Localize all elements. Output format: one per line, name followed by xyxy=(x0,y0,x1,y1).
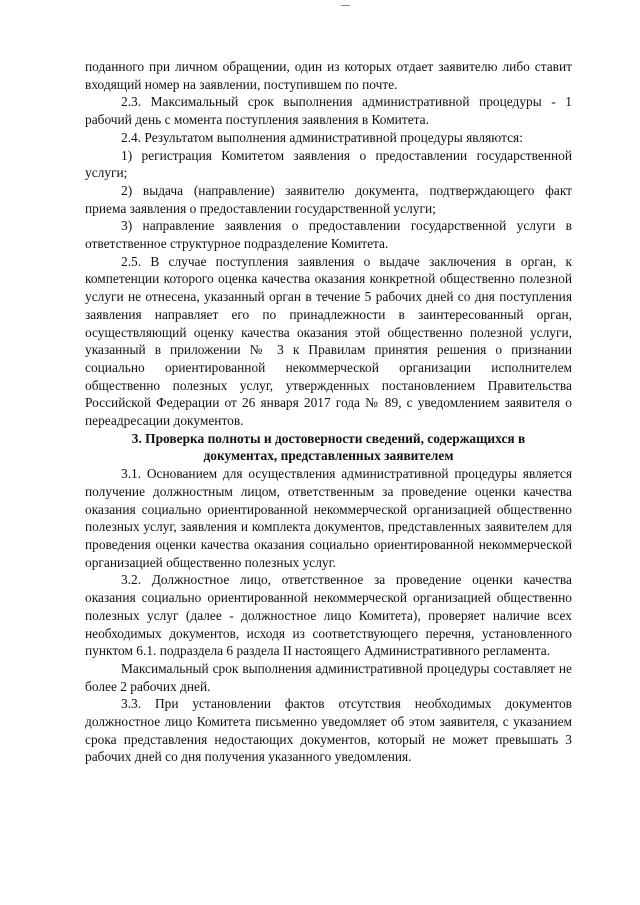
paragraph-2-5: 2.5. В случае поступления заявления о выдаче заключения в орган, к компетенции которого оценка качества оказания конкретной общественно полезной услуги не отнесена, указанный орган в течение 5 рабочих дней со дня поступления заявления направляет его по принадлежности в заинтересованный орган, осуществляющий оценку качества оказания этой общественно полезной услуги, указанный в приложении № 3 к Правилам принятия решения о признании социально ориентированной некоммерческой организации исполнителем общественно полезных услуг, утвержденных постановлением Правительства Российской Федерации от 26 января 2017 года № 89, с уведомлением заявителя о переадресации документов. xyxy=(85,253,572,429)
paragraph-continuation: поданного при личном обращении, один из которых отдает заявителю либо ставит входящий номер на заявлении, поступившем по почте. xyxy=(85,59,572,92)
list-item-3: 3) направление заявления о предоставлении государственной услуги в ответственное структурное подразделение Комитета. xyxy=(85,218,572,252)
paragraph-2-3: 2.3. Максимальный срок выполнения административной процедуры - 1 рабочий день с момента поступления заявления в Комитета. xyxy=(85,94,572,128)
paragraph-3-1: 3.1. Основанием для осуществления административной процедуры является получение должностным лицом, ответственным за проведение оценки качества оказания социально ориентированной некоммерческой организацией общественно полезных услуг, заявления и комплекта документов, представленных заявителем для проведения оценки качества оказания социально ориентированной некоммерческой организацией общественно полезных услуг. xyxy=(85,466,572,570)
paragraph-2-4: 2.4. Результатом выполнения административной процедуры являются: xyxy=(121,129,523,145)
paragraph-max-term: Максимальный срок выполнения административной процедуры составляет не более 2 рабочих дней. xyxy=(85,660,572,694)
paragraph-3-3: 3.3. При установлении фактов отсутствия необходимых документов должностное лицо Комитета письменно уведомляет об этом заявителя, с указанием срока представления недостающих документов, который не может превышать 3 рабочих дней со дня получения указанного уведомления. xyxy=(85,696,572,765)
document-body xyxy=(85,58,572,766)
paragraph-3-2: 3.2. Должностное лицо, ответственное за проведение оценки качества оказания социально ориентированной некоммерческой организацией общественно полезных услуг (далее - должностное лицо Комитета), проверяет наличие всех необходимых документов, исходя из соответствующего перечня, установленного пунктом 6.1. подраздела 6 раздела II настоящего Административного регламента. xyxy=(85,572,572,659)
page-top-mark xyxy=(341,5,350,6)
section-3-heading-line-2: документах, представленных заявителем xyxy=(203,448,454,464)
list-item-1: 1) регистрация Комитетом заявления о предоставлении государственной услуги; xyxy=(85,147,572,181)
section-3-heading-line-1: 3. Проверка полноты и достоверности сведений, содержащихся в xyxy=(131,430,526,446)
list-item-2: 2) выдача (направление) заявителю документа, подтверждающего факт приема заявления о предоставлении государственной услуги; xyxy=(85,182,572,216)
